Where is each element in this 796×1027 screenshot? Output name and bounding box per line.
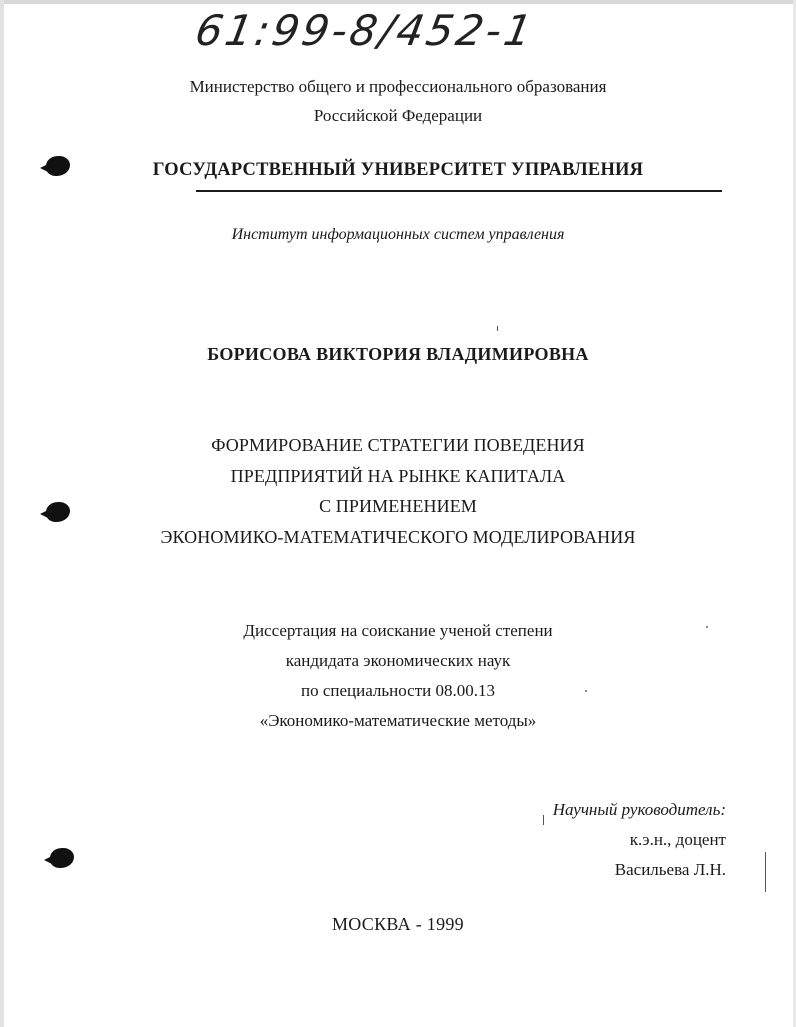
archive-code-handwritten: 61:99-8/452-1 (191, 6, 539, 55)
degree-line-3: по специальности 08.00.13 (300, 681, 495, 700)
title-line-2: ПРЕДПРИЯТИЙ НА РЫНКЕ КАПИТАЛА (230, 465, 566, 486)
scan-border-top (0, 0, 796, 4)
supervisor-block (553, 795, 726, 885)
degree-line-1: Диссертация на соискание ученой степени (243, 621, 553, 640)
title-line-1: ФОРМИРОВАНИЕ СТРАТЕГИИ ПОВЕДЕНИЯ (211, 435, 585, 455)
city-year: МОСКВА - 1999 (331, 914, 464, 934)
ministry-line-1: Министерство общего и профессионального образования (189, 77, 607, 96)
supervisor-rank: к.э.н., доцент (629, 830, 726, 849)
header-rule (196, 190, 722, 192)
ministry-block (0, 72, 796, 130)
author-name: БОРИСОВА ВИКТОРИЯ ВЛАДИМИРОВНА (207, 344, 589, 364)
scan-speck (497, 326, 498, 331)
title-line-4: ЭКОНОМИКО-МАТЕМАТИЧЕСКОГО МОДЕЛИРОВАНИЯ (160, 526, 636, 547)
university-name: ГОСУДАРСТВЕННЫЙ УНИВЕРСИТЕТ УПРАВЛЕНИЯ (152, 160, 644, 180)
title-line-3: С ПРИМЕНЕНИЕМ (319, 496, 477, 516)
binder-hole-mark (50, 848, 74, 868)
supervisor-label: Научный руководитель: (552, 800, 726, 819)
supervisor-name: Васильева Л.Н. (614, 860, 726, 879)
degree-line-2: кандидата экономических наук (285, 651, 511, 670)
dissertation-title (0, 430, 796, 552)
scan-speck (706, 626, 708, 628)
degree-block (0, 616, 796, 736)
scan-speck (543, 815, 544, 825)
degree-line-4: «Экономико-математические методы» (259, 711, 537, 730)
scan-edge-mark (765, 852, 766, 892)
scan-speck (585, 690, 587, 692)
institute-name: Институт информационных систем управления (231, 226, 565, 243)
ministry-line-2: Российской Федерации (313, 106, 483, 125)
